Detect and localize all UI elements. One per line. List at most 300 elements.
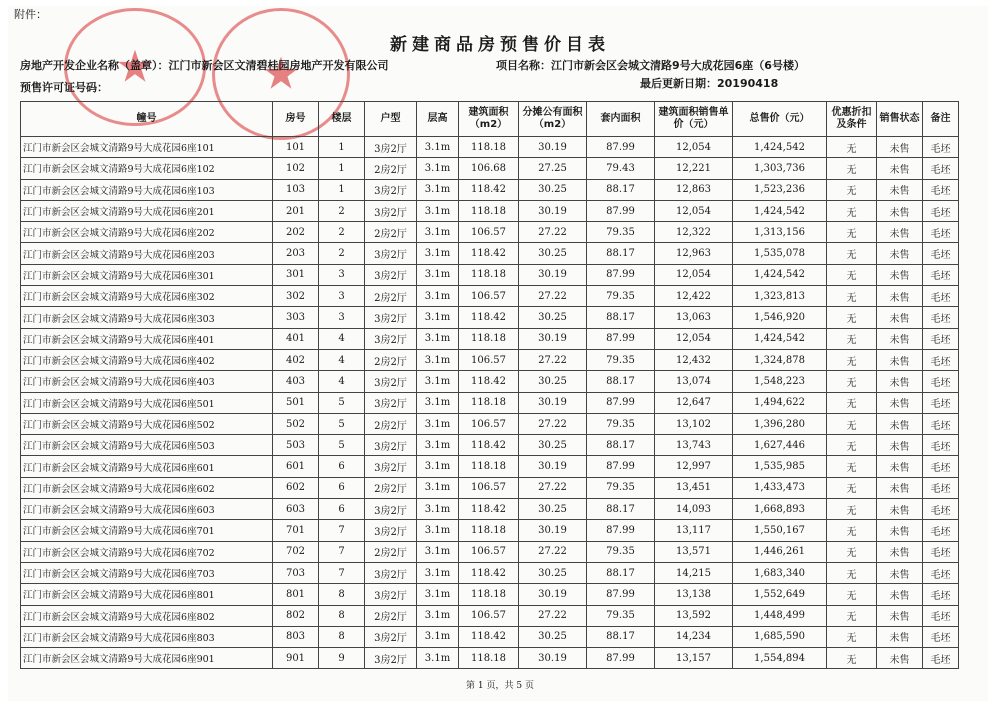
cell-building: 江门市新会区会城文清路9号大成花园6座102: [21, 158, 273, 179]
cell-shared-area: 27.22: [519, 286, 587, 307]
cell-status: 未售: [877, 307, 923, 328]
cell-status: 未售: [877, 648, 923, 669]
cell-height: 3.1m: [417, 371, 459, 392]
cell-remarks: 毛坯: [923, 456, 959, 477]
cell-room: 803: [273, 626, 319, 647]
cell-remarks: 毛坯: [923, 371, 959, 392]
cell-floor: 2: [319, 200, 365, 221]
cell-layout: 2房2厅: [365, 158, 417, 179]
cell-unit-price: 13,451: [655, 477, 733, 498]
cell-shared-area: 30.19: [519, 584, 587, 605]
cell-status: 未售: [877, 264, 923, 285]
cell-height: 3.1m: [417, 477, 459, 498]
cell-status: 未售: [877, 200, 923, 221]
col-header-room: 房号: [273, 102, 319, 137]
cell-total-price: 1,324,878: [733, 349, 827, 370]
cell-gross-area: 118.18: [459, 328, 519, 349]
cell-discount: 无: [827, 499, 877, 520]
star-icon: ★: [115, 41, 155, 93]
cell-discount: 无: [827, 413, 877, 434]
cell-status: 未售: [877, 520, 923, 541]
cell-discount: 无: [827, 562, 877, 583]
cell-total-price: 1,535,985: [733, 456, 827, 477]
cell-floor: 2: [319, 243, 365, 264]
cell-gross-area: 106.57: [459, 605, 519, 626]
cell-building: 江门市新会区会城文清路9号大成花园6座801: [21, 584, 273, 605]
project-label: 项目名称：: [496, 59, 551, 72]
cell-room: 101: [273, 137, 319, 158]
cell-layout: 2房2厅: [365, 349, 417, 370]
cell-layout: 3房2厅: [365, 520, 417, 541]
cell-remarks: 毛坯: [923, 541, 959, 562]
updated-value: 20190418: [717, 77, 779, 90]
cell-shared-area: 30.25: [519, 371, 587, 392]
cell-building: 江门市新会区会城文清路9号大成花园6座302: [21, 286, 273, 307]
cell-layout: 3房2厅: [365, 456, 417, 477]
cell-height: 3.1m: [417, 286, 459, 307]
cell-status: 未售: [877, 137, 923, 158]
cell-floor: 6: [319, 456, 365, 477]
cell-shared-area: 30.25: [519, 626, 587, 647]
cell-layout: 3房2厅: [365, 584, 417, 605]
cell-building: 江门市新会区会城文清路9号大成花园6座503: [21, 435, 273, 456]
cell-unit-price: 12,422: [655, 286, 733, 307]
cell-shared-area: 30.19: [519, 328, 587, 349]
cell-room: 701: [273, 520, 319, 541]
cell-remarks: 毛坯: [923, 264, 959, 285]
cell-gross-area: 118.42: [459, 499, 519, 520]
cell-discount: 无: [827, 222, 877, 243]
cell-unit-price: 12,997: [655, 456, 733, 477]
cell-gross-area: 106.57: [459, 413, 519, 434]
cell-remarks: 毛坯: [923, 349, 959, 370]
cell-shared-area: 30.19: [519, 520, 587, 541]
cell-gross-area: 118.42: [459, 626, 519, 647]
cell-height: 3.1m: [417, 456, 459, 477]
cell-remarks: 毛坯: [923, 499, 959, 520]
cell-total-price: 1,424,542: [733, 264, 827, 285]
cell-net-area: 87.99: [587, 328, 655, 349]
cell-total-price: 1,627,446: [733, 435, 827, 456]
cell-layout: 2房2厅: [365, 286, 417, 307]
cell-discount: 无: [827, 520, 877, 541]
cell-building: 江门市新会区会城文清路9号大成花园6座603: [21, 499, 273, 520]
cell-unit-price: 12,647: [655, 392, 733, 413]
cell-gross-area: 106.57: [459, 477, 519, 498]
cell-status: 未售: [877, 222, 923, 243]
col-header-unit-price: 建筑面积销售单价（元）: [655, 102, 733, 137]
cell-floor: 1: [319, 179, 365, 200]
star-icon: ★: [261, 48, 301, 100]
table-row: [21, 392, 959, 413]
table-row: [21, 477, 959, 498]
page-footer: 第 1 页，共 5 页: [466, 681, 534, 691]
cell-building: 江门市新会区会城文清路9号大成花园6座701: [21, 520, 273, 541]
cell-net-area: 88.17: [587, 179, 655, 200]
cell-total-price: 1,323,813: [733, 286, 827, 307]
cell-height: 3.1m: [417, 349, 459, 370]
table-row: [21, 222, 959, 243]
cell-remarks: 毛坯: [923, 307, 959, 328]
cell-remarks: 毛坯: [923, 392, 959, 413]
cell-floor: 8: [319, 584, 365, 605]
cell-gross-area: 118.18: [459, 584, 519, 605]
cell-unit-price: 14,234: [655, 626, 733, 647]
cell-height: 3.1m: [417, 243, 459, 264]
cell-total-price: 1,668,893: [733, 499, 827, 520]
table-row: [21, 158, 959, 179]
cell-building: 江门市新会区会城文清路9号大成花园6座803: [21, 626, 273, 647]
cell-net-area: 87.99: [587, 392, 655, 413]
cell-discount: 无: [827, 626, 877, 647]
cell-floor: 7: [319, 541, 365, 562]
cell-gross-area: 118.42: [459, 562, 519, 583]
cell-layout: 3房2厅: [365, 328, 417, 349]
cell-room: 603: [273, 499, 319, 520]
col-header-status: 销售状态: [877, 102, 923, 137]
cell-total-price: 1,685,590: [733, 626, 827, 647]
cell-room: 103: [273, 179, 319, 200]
cell-building: 江门市新会区会城文清路9号大成花园6座703: [21, 562, 273, 583]
cell-height: 3.1m: [417, 605, 459, 626]
table-row: [21, 200, 959, 221]
cell-gross-area: 118.18: [459, 137, 519, 158]
cell-remarks: 毛坯: [923, 435, 959, 456]
cell-floor: 2: [319, 222, 365, 243]
cell-net-area: 79.35: [587, 541, 655, 562]
cell-net-area: 88.17: [587, 499, 655, 520]
cell-discount: 无: [827, 541, 877, 562]
cell-room: 502: [273, 413, 319, 434]
cell-status: 未售: [877, 435, 923, 456]
price-table: [20, 101, 959, 669]
cell-net-area: 87.99: [587, 520, 655, 541]
cell-shared-area: 30.25: [519, 562, 587, 583]
cell-status: 未售: [877, 286, 923, 307]
col-header-height: 层高: [417, 102, 459, 137]
cell-shared-area: 30.25: [519, 435, 587, 456]
cell-discount: 无: [827, 328, 877, 349]
cell-room: 602: [273, 477, 319, 498]
cell-remarks: 毛坯: [923, 222, 959, 243]
cell-remarks: 毛坯: [923, 477, 959, 498]
cell-building: 江门市新会区会城文清路9号大成花园6座101: [21, 137, 273, 158]
table-row: [21, 286, 959, 307]
cell-layout: 3房2厅: [365, 626, 417, 647]
cell-net-area: 79.35: [587, 286, 655, 307]
updated-line: [640, 75, 778, 91]
cell-status: 未售: [877, 477, 923, 498]
cell-floor: 8: [319, 605, 365, 626]
cell-room: 601: [273, 456, 319, 477]
col-header-discount: 优惠折扣及条件: [827, 102, 877, 137]
cell-gross-area: 106.57: [459, 541, 519, 562]
cell-net-area: 87.99: [587, 584, 655, 605]
cell-total-price: 1,424,542: [733, 200, 827, 221]
cell-total-price: 1,424,542: [733, 137, 827, 158]
cell-layout: 2房2厅: [365, 413, 417, 434]
cell-shared-area: 27.25: [519, 158, 587, 179]
cell-height: 3.1m: [417, 158, 459, 179]
cell-gross-area: 118.18: [459, 392, 519, 413]
cell-room: 402: [273, 349, 319, 370]
cell-status: 未售: [877, 605, 923, 626]
cell-net-area: 88.17: [587, 307, 655, 328]
cell-unit-price: 12,054: [655, 137, 733, 158]
table-row: [21, 328, 959, 349]
cell-net-area: 79.35: [587, 349, 655, 370]
cell-height: 3.1m: [417, 307, 459, 328]
col-header-remarks: 备注: [923, 102, 959, 137]
cell-net-area: 87.99: [587, 137, 655, 158]
cell-gross-area: 118.42: [459, 179, 519, 200]
cell-shared-area: 27.22: [519, 222, 587, 243]
cell-layout: 3房2厅: [365, 371, 417, 392]
cell-remarks: 毛坯: [923, 328, 959, 349]
cell-gross-area: 106.57: [459, 222, 519, 243]
cell-remarks: 毛坯: [923, 605, 959, 626]
cell-status: 未售: [877, 243, 923, 264]
col-header-layout: 户型: [365, 102, 417, 137]
col-header-floor: 楼层: [319, 102, 365, 137]
cell-total-price: 1,446,261: [733, 541, 827, 562]
cell-building: 江门市新会区会城文清路9号大成花园6座203: [21, 243, 273, 264]
cell-unit-price: 14,093: [655, 499, 733, 520]
cell-height: 3.1m: [417, 626, 459, 647]
cell-height: 3.1m: [417, 413, 459, 434]
cell-net-area: 79.35: [587, 413, 655, 434]
cell-building: 江门市新会区会城文清路9号大成花园6座301: [21, 264, 273, 285]
cell-discount: 无: [827, 179, 877, 200]
permit-label: 预售许可证号码：: [20, 81, 108, 94]
cell-height: 3.1m: [417, 328, 459, 349]
cell-discount: 无: [827, 648, 877, 669]
cell-floor: 3: [319, 307, 365, 328]
cell-layout: 3房2厅: [365, 648, 417, 669]
cell-total-price: 1,396,280: [733, 413, 827, 434]
cell-layout: 2房2厅: [365, 541, 417, 562]
cell-building: 江门市新会区会城文清路9号大成花园6座702: [21, 541, 273, 562]
cell-remarks: 毛坯: [923, 626, 959, 647]
cell-height: 3.1m: [417, 541, 459, 562]
cell-gross-area: 118.18: [459, 520, 519, 541]
cell-total-price: 1,683,340: [733, 562, 827, 583]
cell-status: 未售: [877, 179, 923, 200]
table-row: [21, 520, 959, 541]
col-header-net-area: 套内面积: [587, 102, 655, 137]
cell-status: 未售: [877, 562, 923, 583]
cell-gross-area: 118.42: [459, 435, 519, 456]
cell-net-area: 88.17: [587, 371, 655, 392]
cell-room: 901: [273, 648, 319, 669]
cell-building: 江门市新会区会城文清路9号大成花园6座303: [21, 307, 273, 328]
table-row: [21, 243, 959, 264]
table-row: [21, 137, 959, 158]
cell-room: 202: [273, 222, 319, 243]
cell-floor: 3: [319, 286, 365, 307]
cell-unit-price: 12,054: [655, 264, 733, 285]
cell-shared-area: 27.22: [519, 413, 587, 434]
table-row: [21, 562, 959, 583]
cell-layout: 3房2厅: [365, 435, 417, 456]
cell-remarks: 毛坯: [923, 286, 959, 307]
permit-line: [20, 79, 108, 95]
cell-shared-area: 30.19: [519, 456, 587, 477]
col-header-total-price: 总售价（元）: [733, 102, 827, 137]
cell-layout: 3房2厅: [365, 264, 417, 285]
table-row: [21, 264, 959, 285]
cell-total-price: 1,550,167: [733, 520, 827, 541]
cell-layout: 3房2厅: [365, 499, 417, 520]
cell-net-area: 88.17: [587, 562, 655, 583]
cell-layout: 3房2厅: [365, 562, 417, 583]
cell-status: 未售: [877, 328, 923, 349]
cell-status: 未售: [877, 371, 923, 392]
cell-shared-area: 30.25: [519, 243, 587, 264]
col-header-shared-area: 分摊公有面积（m2）: [519, 102, 587, 137]
cell-remarks: 毛坯: [923, 520, 959, 541]
attachment-label: 附件：: [14, 8, 47, 21]
cell-net-area: 79.35: [587, 477, 655, 498]
cell-total-price: 1,548,223: [733, 371, 827, 392]
cell-remarks: 毛坯: [923, 243, 959, 264]
cell-height: 3.1m: [417, 264, 459, 285]
cell-status: 未售: [877, 541, 923, 562]
cell-gross-area: 106.68: [459, 158, 519, 179]
cell-room: 403: [273, 371, 319, 392]
cell-net-area: 79.35: [587, 605, 655, 626]
cell-height: 3.1m: [417, 435, 459, 456]
cell-discount: 无: [827, 264, 877, 285]
cell-remarks: 毛坯: [923, 200, 959, 221]
cell-floor: 1: [319, 137, 365, 158]
cell-discount: 无: [827, 456, 877, 477]
cell-unit-price: 12,322: [655, 222, 733, 243]
cell-floor: 6: [319, 499, 365, 520]
cell-floor: 9: [319, 648, 365, 669]
cell-room: 501: [273, 392, 319, 413]
cell-height: 3.1m: [417, 499, 459, 520]
cell-floor: 6: [319, 477, 365, 498]
cell-floor: 7: [319, 562, 365, 583]
table-row: [21, 584, 959, 605]
table-row: [21, 307, 959, 328]
cell-net-area: 88.17: [587, 435, 655, 456]
developer-label: 房地产开发企业名称（盖章）：: [20, 59, 169, 72]
cell-layout: 3房2厅: [365, 243, 417, 264]
project-line: [496, 57, 805, 73]
cell-layout: 3房2厅: [365, 307, 417, 328]
cell-gross-area: 118.42: [459, 371, 519, 392]
cell-layout: 2房2厅: [365, 477, 417, 498]
cell-room: 203: [273, 243, 319, 264]
cell-shared-area: 27.22: [519, 605, 587, 626]
table-row: [21, 349, 959, 370]
cell-status: 未售: [877, 158, 923, 179]
cell-net-area: 87.99: [587, 456, 655, 477]
cell-remarks: 毛坯: [923, 648, 959, 669]
cell-room: 801: [273, 584, 319, 605]
cell-unit-price: 12,432: [655, 349, 733, 370]
cell-floor: 5: [319, 413, 365, 434]
table-row: [21, 435, 959, 456]
cell-discount: 无: [827, 137, 877, 158]
cell-remarks: 毛坯: [923, 179, 959, 200]
col-header-gross-area: 建筑面积（m2）: [459, 102, 519, 137]
cell-net-area: 88.17: [587, 626, 655, 647]
cell-height: 3.1m: [417, 520, 459, 541]
cell-total-price: 1,433,473: [733, 477, 827, 498]
cell-gross-area: 118.18: [459, 200, 519, 221]
updated-label: 最后更新日期：: [640, 77, 717, 90]
cell-room: 703: [273, 562, 319, 583]
table-row: [21, 179, 959, 200]
developer-line: [20, 57, 389, 73]
cell-total-price: 1,448,499: [733, 605, 827, 626]
cell-remarks: 毛坯: [923, 158, 959, 179]
cell-layout: 3房2厅: [365, 200, 417, 221]
cell-discount: 无: [827, 435, 877, 456]
cell-unit-price: 13,571: [655, 541, 733, 562]
cell-floor: 5: [319, 392, 365, 413]
cell-height: 3.1m: [417, 179, 459, 200]
cell-discount: 无: [827, 307, 877, 328]
table-row: [21, 456, 959, 477]
cell-building: 江门市新会区会城文清路9号大成花园6座403: [21, 371, 273, 392]
cell-floor: 8: [319, 626, 365, 647]
cell-status: 未售: [877, 499, 923, 520]
cell-unit-price: 13,074: [655, 371, 733, 392]
cell-discount: 无: [827, 584, 877, 605]
table-row: [21, 499, 959, 520]
cell-floor: 4: [319, 371, 365, 392]
cell-status: 未售: [877, 349, 923, 370]
cell-remarks: 毛坯: [923, 584, 959, 605]
cell-net-area: 87.99: [587, 200, 655, 221]
cell-unit-price: 13,138: [655, 584, 733, 605]
cell-total-price: 1,494,622: [733, 392, 827, 413]
cell-shared-area: 30.19: [519, 392, 587, 413]
cell-floor: 4: [319, 328, 365, 349]
cell-shared-area: 30.25: [519, 307, 587, 328]
cell-discount: 无: [827, 392, 877, 413]
cell-unit-price: 13,117: [655, 520, 733, 541]
cell-unit-price: 13,592: [655, 605, 733, 626]
cell-unit-price: 13,063: [655, 307, 733, 328]
cell-room: 503: [273, 435, 319, 456]
cell-remarks: 毛坯: [923, 562, 959, 583]
cell-unit-price: 13,157: [655, 648, 733, 669]
cell-layout: 2房2厅: [365, 222, 417, 243]
cell-floor: 7: [319, 520, 365, 541]
cell-unit-price: 12,054: [655, 328, 733, 349]
cell-unit-price: 13,743: [655, 435, 733, 456]
cell-discount: 无: [827, 243, 877, 264]
cell-gross-area: 118.18: [459, 648, 519, 669]
cell-shared-area: 27.22: [519, 541, 587, 562]
cell-height: 3.1m: [417, 200, 459, 221]
table-header-row: [21, 102, 959, 137]
cell-unit-price: 14,215: [655, 562, 733, 583]
cell-total-price: 1,424,542: [733, 328, 827, 349]
cell-discount: 无: [827, 605, 877, 626]
cell-floor: 3: [319, 264, 365, 285]
cell-layout: 3房2厅: [365, 137, 417, 158]
cell-gross-area: 118.18: [459, 264, 519, 285]
cell-room: 302: [273, 286, 319, 307]
cell-floor: 1: [319, 158, 365, 179]
cell-building: 江门市新会区会城文清路9号大成花园6座901: [21, 648, 273, 669]
